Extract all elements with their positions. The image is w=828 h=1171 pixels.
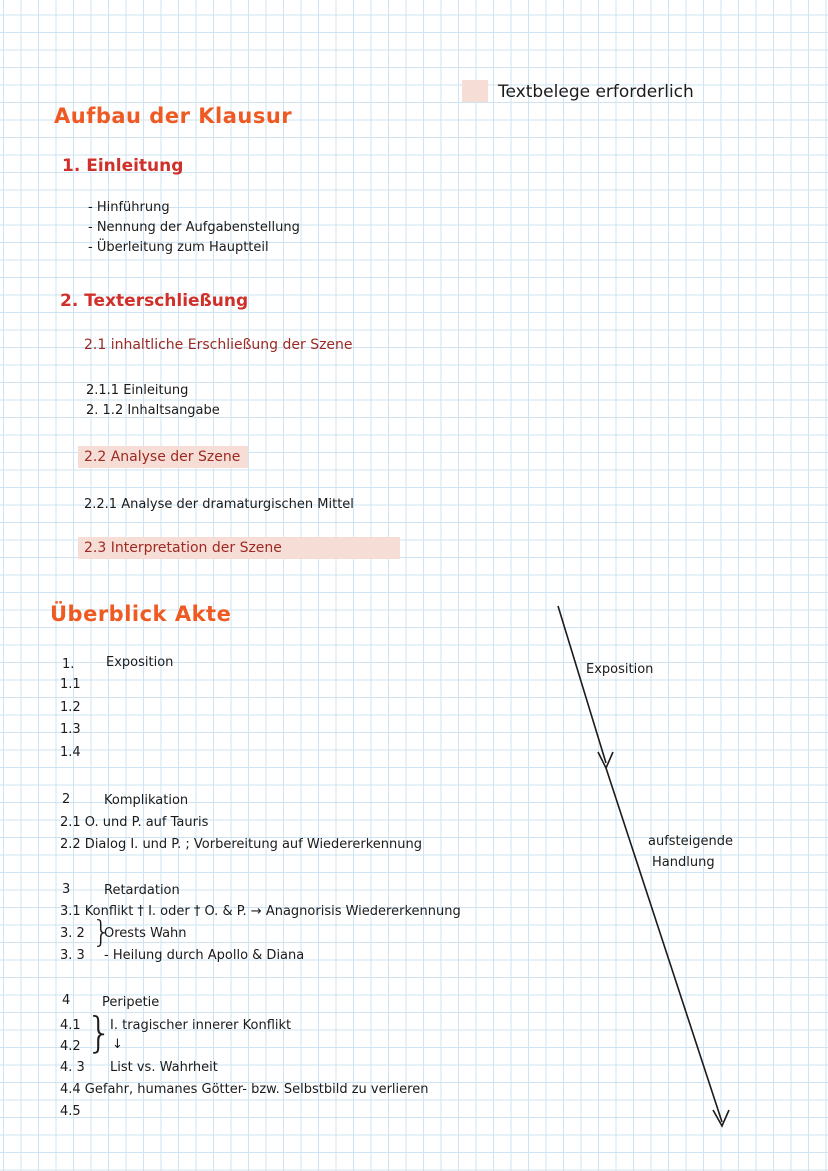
akt2-scene: 2.2 Dialog I. und P. ; Vorbereitung auf Wiedererkennung (60, 837, 422, 852)
akt3-number: 3 (62, 882, 71, 897)
section-2-2: 2.2 Analyse der Szene (78, 446, 248, 468)
rising-action-label: Handlung (652, 855, 715, 870)
legend-text: Textbelege erforderlich (498, 82, 694, 102)
akt3-label: Retardation (104, 883, 180, 898)
akt2-label: Komplikation (104, 793, 189, 808)
texterschliessung-heading: 2. Texterschließung (60, 291, 249, 311)
einleitung-item: - Überleitung zum Hauptteil (88, 240, 269, 255)
section-2-2-1: 2.2.1 Analyse der dramaturgischen Mittel (84, 497, 354, 512)
akt3-scene-number: 3. 3 (60, 948, 85, 963)
akt4-number: 4 (62, 993, 71, 1008)
einleitung-item: - Nennung der Aufgabenstellung (88, 220, 300, 235)
curly-bracket: } (86, 1008, 113, 1057)
scene-number: 1.1 (60, 677, 81, 692)
akt4-label: Peripetie (102, 995, 160, 1010)
rising-action-line (606, 768, 722, 1122)
akt4-scene: 4.5 (60, 1104, 81, 1119)
akt3-scene: 3.1 Konflikt † I. oder † O. & P. → Anagnorisis Wiedererkennung (60, 904, 461, 919)
klausur-title: Aufbau der Klausur (54, 104, 293, 128)
akt3-scene-text: - Heilung durch Apollo & Diana (104, 948, 305, 963)
akt2-number: 2 (62, 792, 71, 807)
akte-title: Überblick Akte (50, 602, 232, 626)
akt3-scene-number: 3. 2 (60, 926, 85, 941)
curly-bracket: } (92, 915, 112, 950)
einleitung-heading: 1. Einleitung (62, 156, 184, 176)
section-2-1-1: 2.1.1 Einleitung (86, 383, 189, 398)
scene-number: 1.4 (60, 745, 81, 760)
akt4-scene-number: 4.1 (60, 1018, 81, 1033)
akt4-scene-number: 4.2 (60, 1039, 81, 1054)
akt4-scene-text: I. tragischer innerer Konflikt (110, 1018, 292, 1033)
akt3-scene-text: Orests Wahn (104, 926, 187, 941)
exposition-label: Exposition (586, 662, 654, 677)
down-arrow-icon: ↓ (112, 1037, 123, 1052)
section-2-3: 2.3 Interpretation der Szene (78, 537, 400, 559)
akt1-label: Exposition (106, 655, 174, 670)
section-2-1: 2.1 inhaltliche Erschließung der Szene (84, 337, 353, 353)
rising-action-label: aufsteigende (648, 834, 734, 849)
section-2-1-2: 2. 1.2 Inhaltsangabe (86, 403, 220, 418)
exposition-line (558, 606, 606, 763)
akt2-scene: 2.1 O. und P. auf Tauris (60, 815, 209, 830)
akt4-scene-number: 4. 3 (60, 1060, 85, 1075)
akt4-scene: 4.4 Gefahr, humanes Götter- bzw. Selbstbild zu verlieren (60, 1082, 429, 1097)
akt1-number: 1. (62, 657, 75, 672)
einleitung-item: - Hinführung (88, 200, 170, 215)
akt4-scene-text: List vs. Wahrheit (110, 1060, 218, 1075)
scene-number: 1.3 (60, 722, 81, 737)
scene-number: 1.2 (60, 700, 81, 715)
